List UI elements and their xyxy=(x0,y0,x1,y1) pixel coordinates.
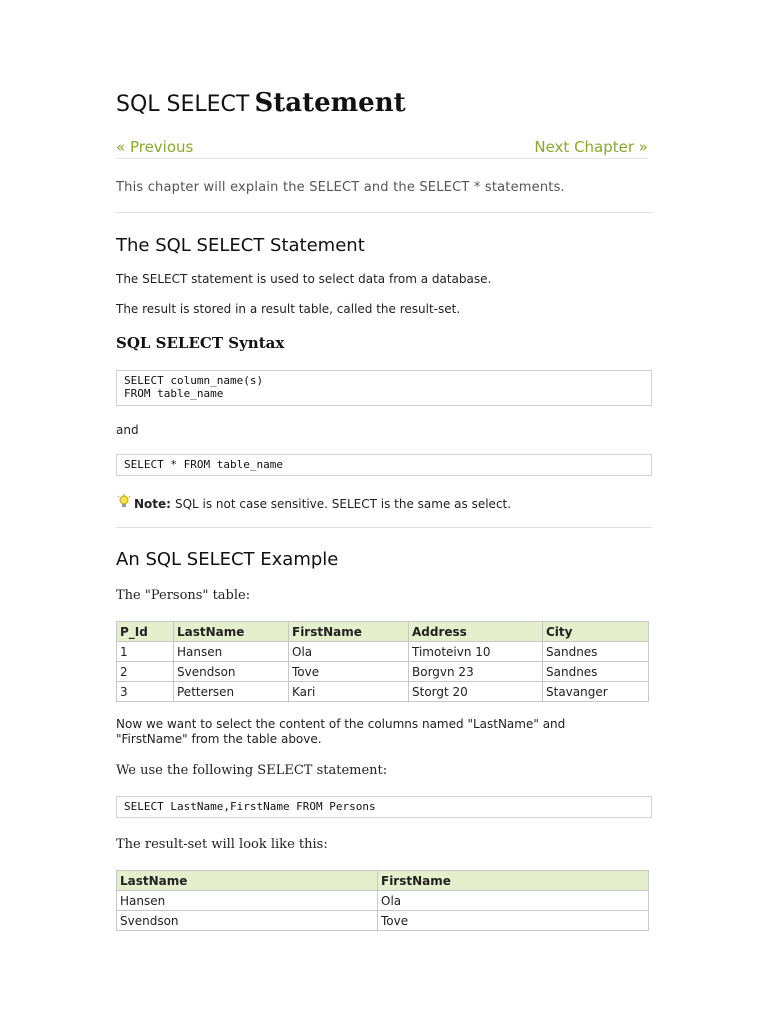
divider xyxy=(116,212,652,213)
column-header-city: City xyxy=(543,622,649,642)
code-block-select-columns: SELECT LastName,FirstName FROM Persons xyxy=(116,796,652,818)
note-text: SQL is not case sensitive. SELECT is the same as select. xyxy=(174,496,512,511)
persons-table-caption: The "Persons" table: xyxy=(116,588,251,603)
column-header-firstname: FirstName xyxy=(378,871,649,891)
section-heading-select-statement: The SQL SELECT Statement xyxy=(116,235,365,256)
table-cell: Sandnes xyxy=(543,642,649,662)
intro-text: This chapter will explain the SELECT and the SELECT * statements. xyxy=(116,180,565,195)
table-row xyxy=(117,682,649,702)
table-cell: Svendson xyxy=(174,662,289,682)
column-header-address: Address xyxy=(409,622,543,642)
table-row xyxy=(117,891,649,911)
previous-link[interactable]: « Previous xyxy=(116,138,194,156)
paragraph-result-set: The result is stored in a result table, called the result-set. xyxy=(116,302,461,316)
column-header-lastname: LastName xyxy=(174,622,289,642)
paragraph-select-columns: Now we want to select the content of the columns named "LastName" and "FirstName" from the table above. xyxy=(116,717,566,746)
table-cell: Sandnes xyxy=(543,662,649,682)
table-row xyxy=(117,642,649,662)
paragraph-and: and xyxy=(116,423,139,437)
syntax-heading: SQL SELECT Syntax xyxy=(116,334,285,352)
table-cell: Tove xyxy=(289,662,409,682)
table-cell: Hansen xyxy=(117,891,378,911)
page-title-part1: SQL SELECT xyxy=(116,92,250,117)
table-cell: Hansen xyxy=(174,642,289,662)
lightbulb-icon xyxy=(116,494,132,513)
table-cell: Borgvn 23 xyxy=(409,662,543,682)
column-header-firstname: FirstName xyxy=(289,622,409,642)
code-block-select-all: SELECT * FROM table_name xyxy=(116,454,652,476)
table-cell: Timoteivn 10 xyxy=(409,642,543,662)
chapter-nav xyxy=(116,138,648,159)
table-cell: 1 xyxy=(117,642,174,662)
table-row xyxy=(117,911,649,931)
table-cell: Svendson xyxy=(117,911,378,931)
column-header-p-id: P_Id xyxy=(117,622,174,642)
code-block-syntax: SELECT column_name(s) FROM table_name xyxy=(116,370,652,406)
column-header-lastname: LastName xyxy=(117,871,378,891)
table-cell: Pettersen xyxy=(174,682,289,702)
note-box xyxy=(116,494,511,513)
table-header-row xyxy=(117,622,649,642)
page-title xyxy=(116,88,406,118)
table-cell: 3 xyxy=(117,682,174,702)
table-cell: Stavanger xyxy=(543,682,649,702)
table-cell: Kari xyxy=(289,682,409,702)
page-title-part2: Statement xyxy=(254,88,406,118)
table-cell: Tove xyxy=(378,911,649,931)
table-header-row xyxy=(117,871,649,891)
table-cell: Ola xyxy=(289,642,409,662)
persons-table xyxy=(116,621,649,702)
result-set-table xyxy=(116,870,649,931)
paragraph-select-description: The SELECT statement is used to select data from a database. xyxy=(116,272,492,286)
note-label: Note: xyxy=(134,496,171,511)
table-row xyxy=(117,662,649,682)
table-cell: Storgt 20 xyxy=(409,682,543,702)
paragraph-use-statement: We use the following SELECT statement: xyxy=(116,763,388,778)
section-heading-select-example: An SQL SELECT Example xyxy=(116,549,339,570)
table-cell: 2 xyxy=(117,662,174,682)
divider xyxy=(116,527,652,528)
table-cell: Ola xyxy=(378,891,649,911)
paragraph-result-set-preview: The result-set will look like this: xyxy=(116,837,328,852)
next-chapter-link[interactable]: Next Chapter » xyxy=(534,138,648,156)
